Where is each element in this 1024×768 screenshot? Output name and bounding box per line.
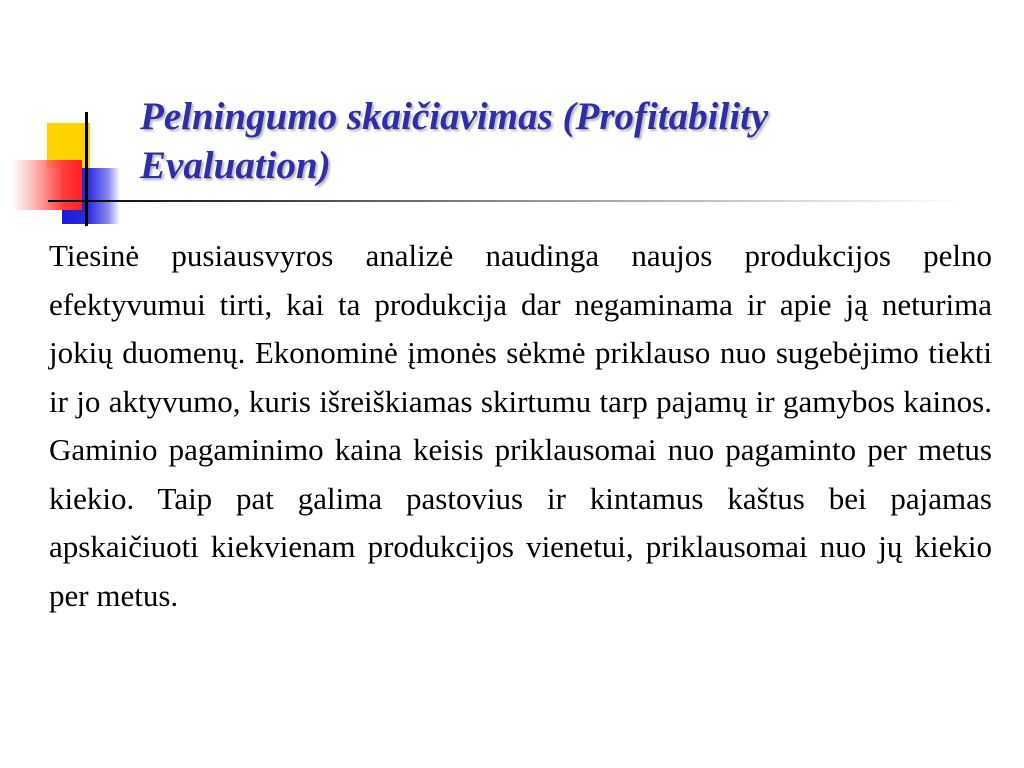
slide-body-text: Tiesinė pusiausvyros analizė naudinga naujos produkcijos pelno efektyvumui tirti, kai ta produkcija dar negaminama ir apie ją neturima jokių duomenų. Ekonominė įmonės sėkmė priklauso nuo sugebėjimo tiekti ir jo aktyvumo, kuris išreiškiamas skirtumu tarp pajamų ir gamybos kainos. Gaminio pagaminimo kaina keisis priklausomai nuo pagaminto per metus kiekio. Taip pat galima pastovius ir kintamus kaštus bei pajamas apskaičiuoti kiekvienam produkcijos vienetui, priklausomai nuo jų kiekio per metus. bbox=[49, 238, 992, 613]
decorative-vertical-line bbox=[85, 112, 88, 226]
decorative-red-bar bbox=[12, 160, 82, 210]
slide-title: Pelningumo skaičiavimas (Profitability Evaluation) bbox=[140, 95, 769, 187]
title-underline bbox=[48, 200, 968, 202]
